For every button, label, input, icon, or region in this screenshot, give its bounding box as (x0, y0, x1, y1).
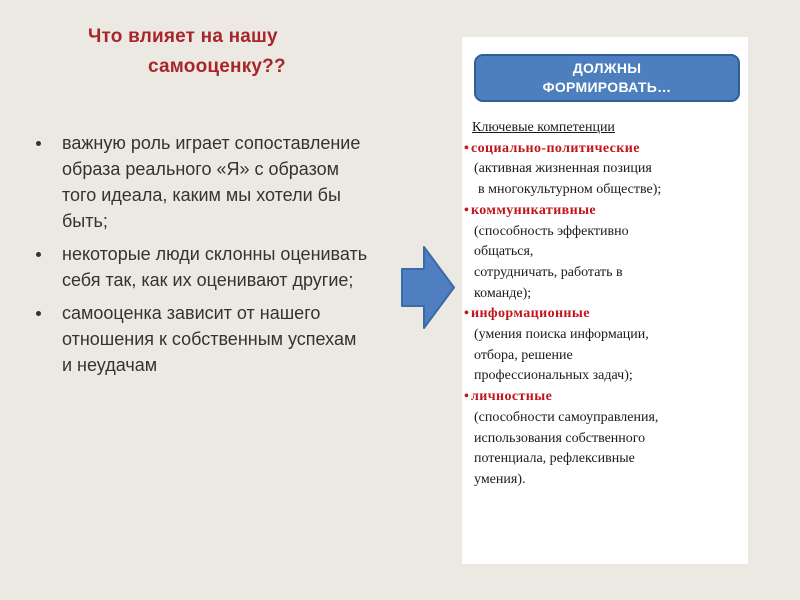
competency-item (464, 201, 750, 305)
bullet-text: важную роль играет сопоставление образа реального «Я» с образом того идеала, каким мы хотели бы быть; (62, 133, 361, 231)
competency-desc-line: (способности самоуправления, (474, 409, 659, 425)
competency-desc-line: отбора, решение (474, 347, 573, 363)
competency-desc-line: сотрудничать, работать в (474, 264, 623, 280)
bullet-dot-icon (36, 141, 41, 146)
bullet-text: некоторые люди склонны оценивать себя так, как их оценивают другие; (62, 244, 368, 290)
competency-name: • личностные (464, 389, 553, 405)
competency-desc-line: команде); (474, 285, 532, 301)
bullet-item (30, 300, 370, 378)
bullet-dot-icon (36, 252, 41, 257)
bullet-dot-icon (36, 311, 41, 316)
competency-name: • информационные (464, 306, 590, 322)
competency-item (464, 304, 750, 387)
competency-desc-line: (умения поиска информации, (474, 327, 649, 343)
competency-desc-line: (активная жизненная позиция (474, 161, 652, 177)
competency-desc-line: использования собственного (474, 430, 646, 446)
competency-desc-line: (способность эффективно (474, 223, 629, 239)
competencies-list (464, 118, 750, 491)
button-line-2: ФОРМИРОВАТЬ… (542, 79, 672, 95)
right-arrow-icon (400, 245, 456, 330)
competency-desc-line: потенциала, рефлексивные (474, 451, 635, 467)
bullet-text: самооценка зависит от нашего отношения к собственным успехам и неудачам (62, 303, 357, 375)
slide-title (88, 22, 408, 82)
competency-desc-line: общаться, (474, 244, 534, 260)
bullet-list (30, 130, 370, 385)
competency-name: • социально-политические (464, 140, 640, 156)
competency-item (464, 139, 750, 201)
bullet-item (30, 241, 370, 293)
competency-desc-line: профессиональных задач); (474, 368, 633, 384)
competencies-heading: Ключевые компетенции (472, 120, 615, 135)
competency-desc-line: в многокультурном обществе); (478, 182, 662, 198)
bullet-item (30, 130, 370, 234)
title-line-2: самооценку?? (148, 56, 286, 77)
button-line-1: ДОЛЖНЫ (572, 60, 642, 76)
competency-desc-line: умения). (474, 471, 526, 487)
competency-name: • коммуникативные (464, 202, 597, 218)
competency-item (464, 387, 750, 491)
title-line-1: Что влияет на нашу (88, 26, 278, 47)
must-form-button[interactable] (474, 54, 740, 102)
